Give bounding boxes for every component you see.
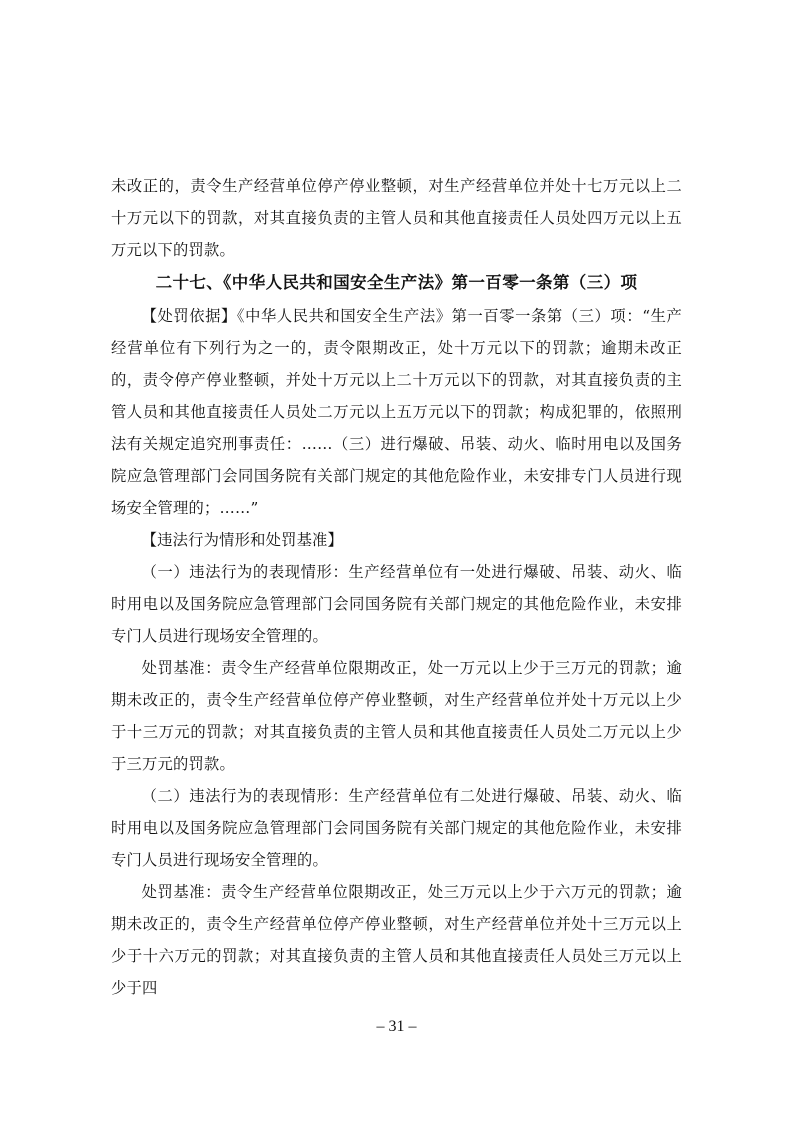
page-number: – 31 – [376, 1018, 417, 1035]
standard-2-paragraph: 处罚基准：责令生产经营单位限期改正，处三万元以上少于六万元的罚款；逾期未改正的，责令生产经营单位停产停业整顿，对生产经营单位并处十三万元以上少于十六万元的罚款；对其直接负责的主管人员和其他直接责任人员处三万元以上少于四 [111, 883, 682, 997]
standard-1-paragraph: 处罚基准：责令生产经营单位限期改正，处一万元以上少于三万元的罚款；逾期未改正的，责令生产经营单位停产停业整顿，对生产经营单位并处十万元以上少于十三万元的罚款；对其直接负责的主管人员和其他直接责任人员处二万元以上少于三万元的罚款。 [111, 659, 682, 773]
document-body [111, 170, 682, 1004]
case-1-paragraph: （一）违法行为的表现情形：生产经营单位有一处进行爆破、吊装、动火、临时用电以及国务院应急管理部门会同国务院有关部门规定的其他危险作业，未安排专门人员进行现场安全管理的。 [111, 563, 682, 645]
paragraph-continuation: 未改正的，责令生产经营单位停产停业整顿，对生产经营单位并处十七万元以上二十万元以下的罚款，对其直接负责的主管人员和其他直接责任人员处四万元以上五万元以下的罚款。 [111, 177, 682, 259]
criteria-heading: 【违法行为情形和处罚基准】 [141, 531, 344, 549]
penalty-basis-paragraph: 【处罚依据】《中华人民共和国安全生产法》第一百零一条第（三）项：“生产经营单位有下列行为之一的，责令限期改正，处十万元以下的罚款；逾期未改正的，责令停产停业整顿，并处十万元以上二十万元以下的罚款，对其直接负责的主管人员和其他直接责任人员处二万元以上五万元以下的罚款；构成犯罪的，依照刑法有关规定追究刑事责任：……（三）进行爆破、吊装、动火、临时用电以及国务院应急管理部门会同国务院有关部门规定的其他危险作业，未安排专门人员进行现场安全管理的；……” [111, 307, 682, 517]
section-heading: 二十七、《中华人民共和国安全生产法》第一百零一条第（三）项 [155, 273, 638, 292]
case-2-paragraph: （二）违法行为的表现情形：生产经营单位有二处进行爆破、吊装、动火、临时用电以及国务院应急管理部门会同国务院有关部门规定的其他危险作业，未安排专门人员进行现场安全管理的。 [111, 787, 682, 869]
